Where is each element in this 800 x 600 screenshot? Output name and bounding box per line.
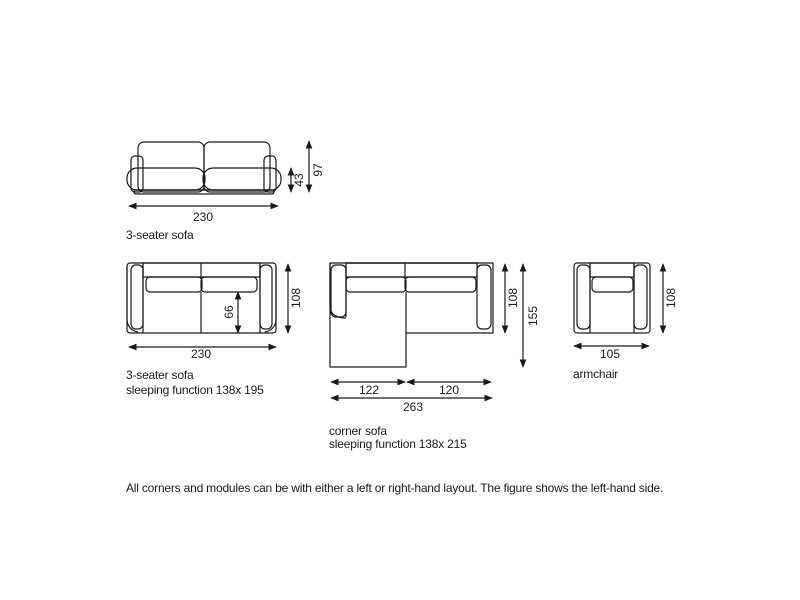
corner-sofa-caption: corner sofa	[329, 424, 387, 438]
corner-total-width-label: 263	[402, 400, 424, 414]
armchair-top-view	[574, 263, 650, 333]
corner-depth-label: 108	[506, 287, 520, 309]
sofa-front-height-label: 97	[311, 163, 325, 177]
armchair-depth-label: 108	[664, 287, 678, 309]
footnote: All corners and modules can be with either a left or right-hand layout. The figure shows the left-hand side.	[126, 481, 664, 495]
sofa-front-seat-height-label: 43	[292, 173, 306, 187]
sofa-front-view	[127, 142, 281, 194]
sofa-top-depth-label: 108	[289, 287, 303, 309]
corner-sofa-note: sleeping function 138x 215	[329, 437, 467, 451]
sofa-front-caption: 3-seater sofa	[126, 228, 194, 242]
corner-seat-width-label: 120	[438, 383, 460, 397]
corner-chaise-depth-label: 155	[526, 305, 540, 327]
sofa-top-caption: 3-seater sofa	[126, 368, 194, 382]
corner-chaise-width-label: 122	[358, 383, 380, 397]
armchair-caption: armchair	[573, 367, 619, 381]
corner-sofa-top-view	[330, 263, 493, 367]
sofa-top-sleep-label: 66	[222, 305, 236, 319]
sofa-top-view	[127, 263, 276, 333]
sofa-top-width-label: 230	[190, 347, 212, 361]
armchair-width-label: 105	[599, 347, 621, 361]
sofa-top-note: sleeping function 138x 195	[126, 383, 264, 397]
sofa-front-width-label: 230	[192, 210, 214, 224]
